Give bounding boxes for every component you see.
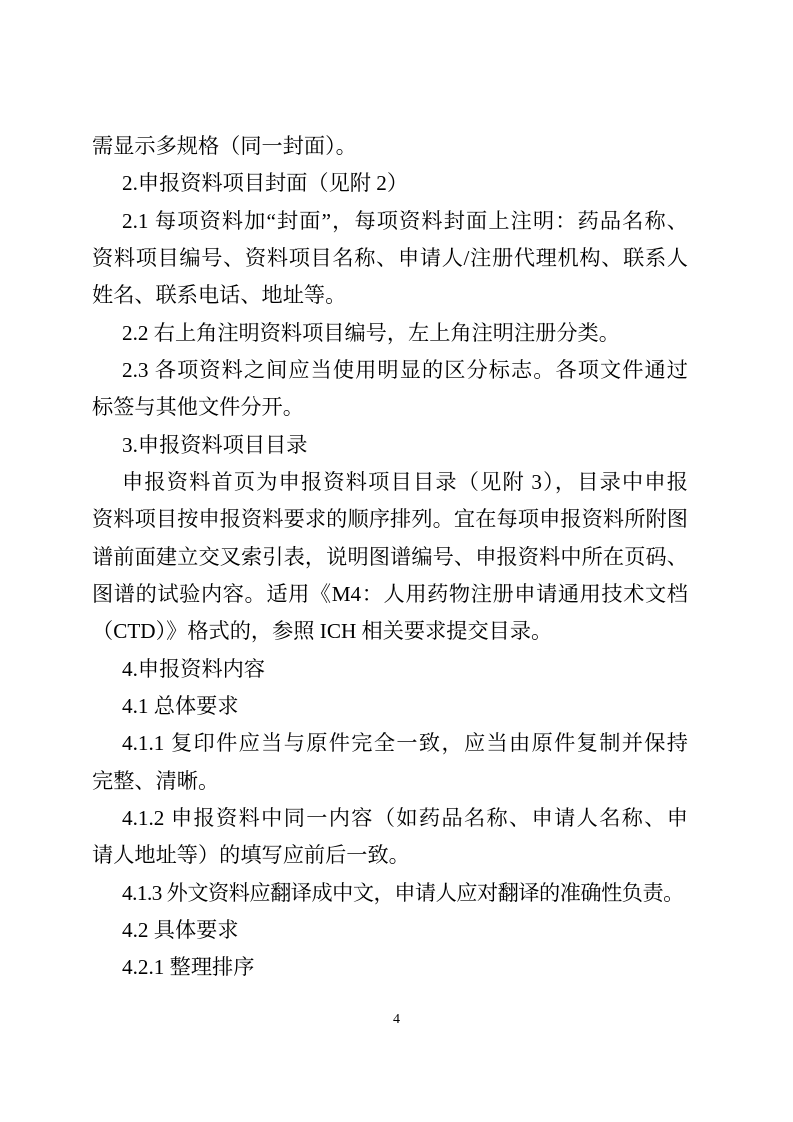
text-line: 2.1 每项资料加“封面”，每项资料封面上注明：药品名称、	[122, 208, 688, 233]
text-line: 资料项目编号、资料项目名称、申请人/注册代理机构、联系人	[92, 245, 688, 270]
text-line: 2.申报资料项目封面（见附 2）	[122, 171, 409, 196]
text-line: 谱前面建立交叉索引表，说明图谱编号、申报资料中所在页码、	[92, 544, 688, 569]
text-line: 4.1.3 外文资料应翻译成中文，申请人应对翻译的准确性负责。	[122, 880, 684, 905]
text-line: 4.2 具体要求	[122, 917, 239, 942]
text-line: 标签与其他文件分开。	[92, 395, 304, 420]
text-line: 姓名、联系电话、地址等。	[92, 283, 347, 308]
text-line: 图谱的试验内容。适用《M4：人用药物注册申请通用技术文档	[92, 581, 688, 606]
text-line: 需显示多规格（同一封面）。	[92, 134, 357, 158]
text-line: 3.申报资料项目目录	[122, 432, 308, 457]
text-line: 请人地址等）的填写应前后一致。	[92, 843, 410, 868]
text-line: 完整、清晰。	[92, 768, 220, 793]
text-line: 4.1.2 申报资料中同一内容（如药品名称、申请人名称、申	[122, 805, 688, 830]
text-line: 2.3 各项资料之间应当使用明显的区分标志。各项文件通过	[122, 357, 688, 382]
text-line: 4.1.1 复印件应当与原件完全一致，应当由原件复制并保持	[122, 731, 688, 756]
text-line: 4.1 总体要求	[122, 693, 239, 718]
text-line: 4.申报资料内容	[122, 656, 266, 681]
page-number: 4	[393, 1012, 400, 1027]
text-line: （CTD）》格式的，参照 ICH 相关要求提交目录。	[92, 619, 553, 644]
text-line: 4.2.1 整理排序	[122, 955, 255, 980]
text-line: 2.2 右上角注明资料项目编号，左上角注明注册分类。	[122, 320, 620, 345]
text-block	[92, 128, 688, 987]
text-line: 申报资料首页为申报资料项目目录（见附 3），目录中申报	[122, 469, 688, 494]
text-line: 资料项目按申报资料要求的顺序排列。宜在每项申报资料所附图	[92, 507, 688, 532]
